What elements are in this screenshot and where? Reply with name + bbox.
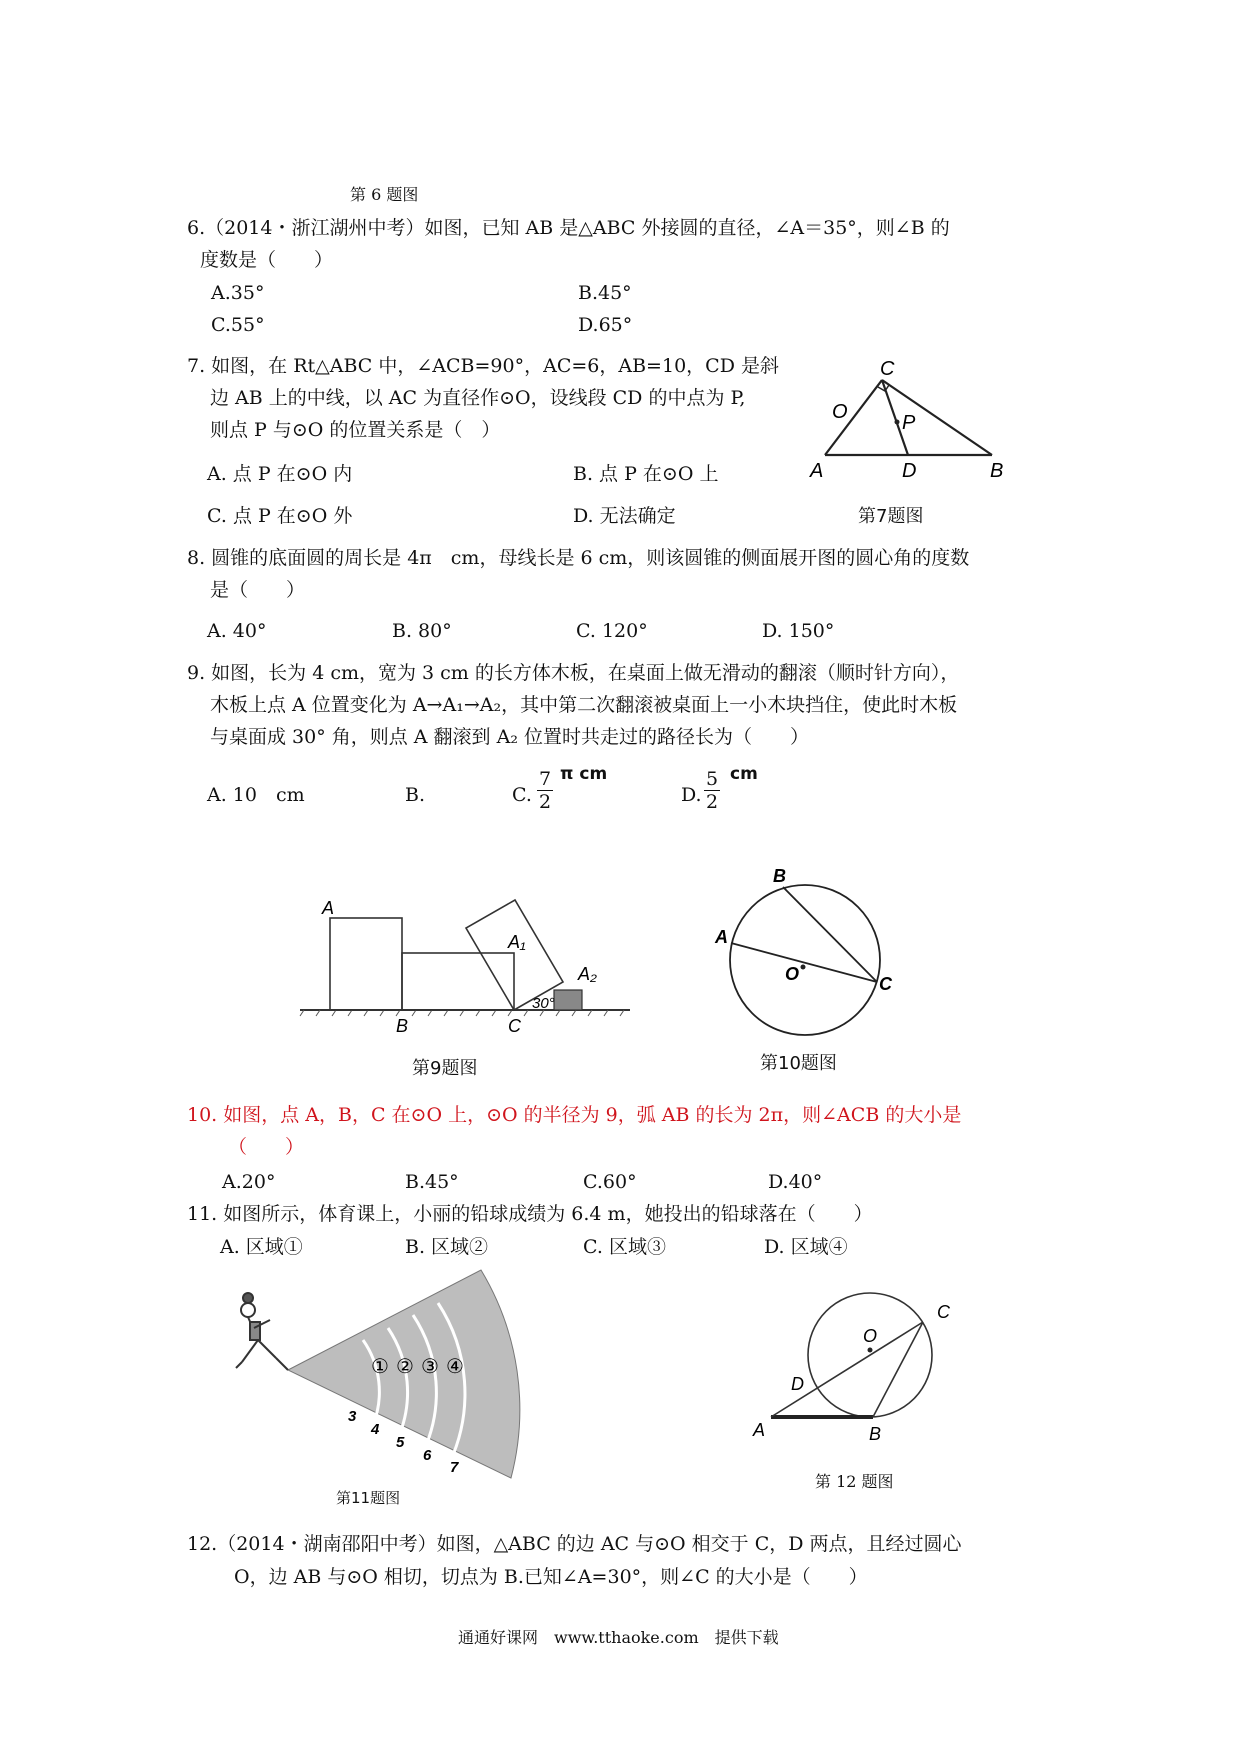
q12-center-dot — [868, 1348, 873, 1353]
q7-segment-cb — [882, 380, 992, 455]
q10-center-dot — [801, 965, 806, 970]
q11-option-b: B. 区域② — [405, 1236, 489, 1258]
q9-option-c-suffix: π cm — [560, 764, 608, 784]
q7-label-c: C — [880, 358, 895, 380]
q11-stem-line1: 11. 如图所示，体育课上，小丽的铅球成绩为 6.4 m，她投出的铅球落在（ ） — [187, 1203, 873, 1225]
q7-option-c: C. 点 P 在⊙O 外 — [207, 505, 353, 527]
q10-option-d: D.40° — [768, 1171, 823, 1193]
q9-label-a1: A₁ — [508, 932, 526, 952]
q9-label-b: B — [396, 1016, 409, 1036]
q6-option-c: C.55° — [211, 314, 265, 336]
q8-option-b: B. 80° — [392, 620, 452, 642]
q9-option-d-denominator: 2 — [706, 791, 719, 813]
q12-label-d: D — [791, 1374, 804, 1394]
q7-option-d: D. 无法确定 — [573, 505, 676, 527]
q10-option-b: B.45° — [405, 1171, 459, 1193]
q8-option-d: D. 150° — [762, 620, 835, 642]
q10-label-b: B — [773, 866, 786, 886]
q9-label-a2: A₂ — [578, 964, 597, 984]
q11-option-a: A. 区域① — [220, 1236, 303, 1258]
q7-label-d: D — [902, 460, 917, 482]
q10-circle-o — [730, 885, 880, 1035]
q11-region-4: ④ — [446, 1356, 464, 1378]
q11-option-d: D. 区域④ — [764, 1236, 848, 1258]
q11-tick-5: 5 — [396, 1434, 405, 1451]
q9-option-b: B. — [405, 784, 426, 806]
q7-point-p — [895, 420, 900, 425]
q6-option-b: B.45° — [578, 282, 632, 304]
q9-option-d-prefix: D. — [681, 784, 702, 806]
q7-stem-line3: 则点 P 与⊙O 的位置关系是（ ） — [210, 419, 501, 441]
q7-option-a: A. 点 P 在⊙O 内 — [207, 463, 353, 485]
q11-tick-4: 4 — [371, 1421, 380, 1438]
q11-region-3: ③ — [421, 1356, 439, 1378]
q9-board-position-1 — [330, 918, 402, 1010]
q8-option-c: C. 120° — [576, 620, 648, 642]
page-footer: 通通好课网 www.tthaoke.com 提供下载 — [458, 1628, 779, 1647]
q12-label-b: B — [869, 1424, 882, 1444]
q11-figure — [228, 1270, 538, 1490]
q8-stem-line2: 是（ ） — [210, 579, 306, 601]
q10-label-c: C — [879, 974, 892, 994]
q10-option-a: A.20° — [222, 1171, 276, 1193]
q9-stem-line3: 与桌面成 30° 角，则点 A 翻滚到 A₂ 位置时共走过的路径长为（ ） — [210, 726, 809, 748]
q9-option-d-suffix: cm — [730, 764, 758, 784]
fig10-caption: 第10题图 — [760, 1053, 837, 1074]
fig6-caption: 第 6 题图 — [350, 185, 419, 204]
q11-tick-7: 7 — [450, 1459, 459, 1476]
q12-label-c: C — [937, 1302, 950, 1322]
fig9-caption: 第9题图 — [412, 1058, 478, 1079]
q9-small-block — [554, 990, 582, 1010]
q10-option-c: C.60° — [583, 1171, 637, 1193]
q9-option-c-fraction — [537, 768, 553, 813]
q9-figure — [300, 880, 660, 1040]
q7-figure — [810, 358, 1010, 485]
q10-segment-ac — [731, 943, 877, 982]
q10-label-o: O — [785, 964, 800, 984]
q9-label-angle: 30° — [532, 995, 555, 1012]
q11-option-c: C. 区域③ — [583, 1236, 666, 1258]
q9-option-c-prefix: C. — [512, 784, 532, 806]
q7-label-p: P — [902, 412, 916, 434]
q7-stem-line1: 7. 如图，在 Rt△ABC 中，∠ACB=90°，AC=6，AB=10，CD 是斜 — [187, 355, 779, 377]
q10-stem-line2: （ ） — [228, 1136, 305, 1158]
q7-stem-line2: 边 AB 上的中线，以 AC 为直径作⊙O，设线段 CD 的中点为 P, — [210, 387, 746, 409]
q9-stem-line1: 9. 如图，长为 4 cm，宽为 3 cm 的长方体木板，在桌面上做无滑动的翻滚（顺时针方向）， — [187, 662, 960, 684]
q6-option-d: D.65° — [578, 314, 633, 336]
q11-tick-6: 6 — [423, 1447, 432, 1464]
fig11-caption: 第11题图 — [336, 1489, 401, 1507]
q7-label-b: B — [990, 460, 1004, 482]
q12-stem-line1: 12.（2014・湖南邵阳中考）如图，△ABC 的边 AC 与⊙O 相交于 C，D 两点，且经过圆心 — [187, 1533, 962, 1555]
q9-option-d-fraction — [704, 768, 720, 813]
q10-figure — [715, 860, 915, 1040]
q9-label-c: C — [508, 1016, 521, 1036]
q9-option-d-numerator: 5 — [706, 768, 719, 790]
q6-stem-line2: 度数是（ ） — [200, 249, 334, 271]
q12-segment-bc — [873, 1322, 923, 1417]
q10-stem-line1: 10. 如图，点 A，B，C 在⊙O 上，⊙O 的半径为 9，弧 AB 的长为 2π，则∠ACB 的大小是 — [187, 1104, 962, 1126]
q12-stem-line2: O，边 AB 与⊙O 相切，切点为 B.已知∠A=30°，则∠C 的大小是（ ） — [234, 1566, 868, 1588]
q12-segment-ac — [771, 1322, 923, 1417]
q6-option-a: A.35° — [211, 282, 265, 304]
q11-tick-3: 3 — [348, 1408, 357, 1425]
q6-stem-line1: 6.（2014・浙江湖州中考）如图，已知 AB 是△ABC 外接圆的直径，∠A＝35°，则∠B 的 — [187, 217, 950, 239]
q9-option-a: A. 10 cm — [207, 784, 305, 806]
q11-athlete-icon — [236, 1293, 288, 1370]
q7-option-b: B. 点 P 在⊙O 上 — [573, 463, 719, 485]
q9-option-c-denominator: 2 — [539, 791, 552, 813]
q12-label-a: A — [753, 1420, 766, 1440]
q12-figure — [745, 1290, 975, 1460]
q8-option-a: A. 40° — [207, 620, 267, 642]
q11-region-1: ① — [371, 1356, 389, 1378]
fig7-caption: 第7题图 — [858, 506, 924, 527]
q8-stem-line1: 8. 圆锥的底面圆的周长是 4π cm，母线长是 6 cm，则该圆锥的侧面展开图的圆心角的度数 — [187, 547, 970, 569]
q9-stem-line2: 木板上点 A 位置变化为 A→A₁→A₂，其中第二次翻滚被桌面上一小木块挡住，使此时木板 — [210, 694, 958, 716]
q10-label-a: A — [715, 927, 728, 947]
fig12-caption: 第 12 题图 — [815, 1472, 894, 1491]
q7-label-a: A — [810, 460, 824, 482]
q9-option-c-numerator: 7 — [539, 768, 552, 790]
q12-label-o: O — [863, 1326, 878, 1346]
q9-label-a: A — [322, 898, 335, 918]
q11-region-2: ② — [396, 1356, 414, 1378]
q7-label-o: O — [832, 401, 848, 423]
